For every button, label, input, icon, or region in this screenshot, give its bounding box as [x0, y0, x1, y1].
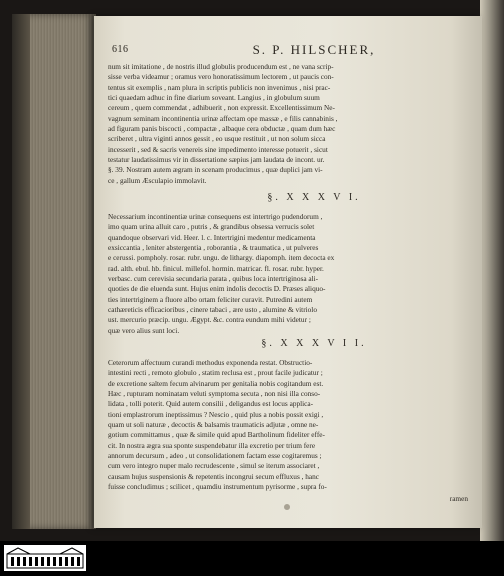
- paragraph-top: [108, 62, 464, 186]
- library-logo: [4, 545, 86, 571]
- text-line: tentus sit exemplis , nam plura in scriptis publicis non invenimus , nisi prac-: [108, 82, 331, 92]
- text-line: rad. alth. ebul. hb. finicul. millefol. hormin. matricar. fl. rosar. rubr. hyper.: [108, 263, 324, 273]
- text-line: ce , gallum Æsculapio immolavit.: [108, 175, 207, 185]
- text-line: causam hujus suspensionis & repetentis incongrui secum effluxus , hanc: [108, 471, 320, 481]
- text-line: Ceterorum affectuum curandi methodus exponenda restat. Obstructio-: [108, 358, 313, 367]
- paragraph-bottom: [108, 358, 464, 492]
- text-line: tioni emplastrorum ineptissimus ? Nescio , quid plus a nobis possit exigi ,: [108, 409, 324, 419]
- text-line: vagnum seminam incontinentia urinæ affectam ope massæ , e filis cannabinis ,: [108, 113, 338, 123]
- text-line: ust. mercurio præcip. ungu. Ægypt. &c. contra eundum mihi videtur ;: [108, 315, 311, 325]
- text-line: incesserit , sed & sacris venereis sine impedimento interesse potuerit , sicut: [108, 144, 328, 154]
- text-line: cit. In nostra ægra sua sponte suspendebatur illa excretio per trium fere: [108, 440, 316, 450]
- text-line: Necessarium incontinentiæ urinæ consequens est intertrigo pudendorum ,: [108, 212, 323, 221]
- text-line: e cerussi. pompholy. rosar. rubr. ungu. de lithargy. diapomph. item decocta ex: [108, 253, 335, 263]
- section-heading-xxxvi: §. X X X V I.: [267, 192, 361, 203]
- running-head: S. P. HILSCHER,: [252, 42, 376, 57]
- text-line: scriberet , ultra viginti annos gessit , eo usque restituit , ut non solum sicca: [108, 134, 326, 144]
- text-line: num sit imitatione , de nostris illud globulis producendum est , ne vana scrip-: [108, 62, 334, 71]
- book-page: [94, 16, 482, 528]
- text-line: Hæc , rupturam nominatam veluti symptoma secuta , non nisi illa conso-: [108, 389, 321, 399]
- text-line: gotium committamus , quæ & simile quid apud Bartholinum fideliter effe-: [108, 430, 325, 440]
- text-line: lidata , tolli poterit. Quid autem consilii , deligandus est locus applica-: [108, 399, 314, 409]
- text-line: fuisse concludimus ; scilicet , quamdiu instrumentum pyrisorme , supra fo-: [108, 482, 327, 492]
- text-line: imo quam urina alluit caro , putris , & grandibus obsessa verrucis solet: [108, 222, 315, 232]
- page-number: 616: [112, 44, 129, 55]
- text-line: cathæreticis efficacioribus , cinere tabaci , ære usto , alumine & vitriolo: [108, 305, 317, 315]
- text-line: sisse verba videamur ; oramus vero honoratissimum lectorem , ut paucis con-: [108, 72, 334, 82]
- text-line: quam ut soli naturæ , decoctis & balsamis traumaticis adjutæ , omne ne-: [108, 420, 319, 430]
- library-building-icon: [4, 545, 86, 571]
- text-line: ties intertriginem a fluore albo ortam feliciter curavit. Putredini autem: [108, 294, 313, 304]
- text-line: cereum , quem commendat , adhibuerit , non expressit. Excellentissimum Ne-: [108, 103, 335, 113]
- text-line: testatur laudatissimus vir in dissertatione sæpius jam laudata de incont. ur.: [108, 155, 325, 165]
- text-line: tici quaedam adhuc in fine diarium soveant. Langius , in globulum suum: [108, 93, 320, 103]
- text-line: quæ vero alius sunt loci.: [108, 325, 180, 335]
- page-mark: [284, 504, 290, 510]
- book-cover-edge: [12, 14, 30, 529]
- text-line: ad figuram panis biscocti , compactæ , albaque cera obductæ , quam dum hæc: [108, 124, 336, 134]
- text-line: de excretione saltem fecum alvinarum per genitalia nobis cogitandum est.: [108, 378, 324, 388]
- catchword: ramen: [449, 494, 468, 503]
- section-heading-xxxvii: §. X X X V I I.: [261, 338, 367, 349]
- text-line: annorum decursum , adeo , ut consolidationem factam esse cogitaremus ;: [108, 451, 322, 461]
- footer-bar: [0, 541, 504, 574]
- text-line: §. 39. Nostram autem ægram in scenam producimus , quæ duplici jam vi-: [108, 165, 323, 175]
- text-line: exsiccantia , leniter abstergentia , roborantia , & traumatica , ut pulveres: [108, 243, 319, 253]
- paragraph-middle: [108, 212, 464, 336]
- text-line: quoties de die eluenda sunt. Hujus enim indolis decoctis D. Præses aliquo-: [108, 284, 326, 294]
- text-line: verbasc. cum cerevisia secundaria parata , quibus loca intertriginosa ali-: [108, 274, 319, 284]
- text-line: intestini recti , remoto globulo , statim reclusa est , prout facile judicatur ;: [108, 368, 323, 378]
- text-line: cum vero integro nuper malo recrudescente , simul se iterum associaret ,: [108, 461, 320, 471]
- text-line: quandoque observari vid. Heer. l. c. Intertrigini medentur medicamenta: [108, 232, 316, 242]
- book-gutter: [480, 0, 504, 541]
